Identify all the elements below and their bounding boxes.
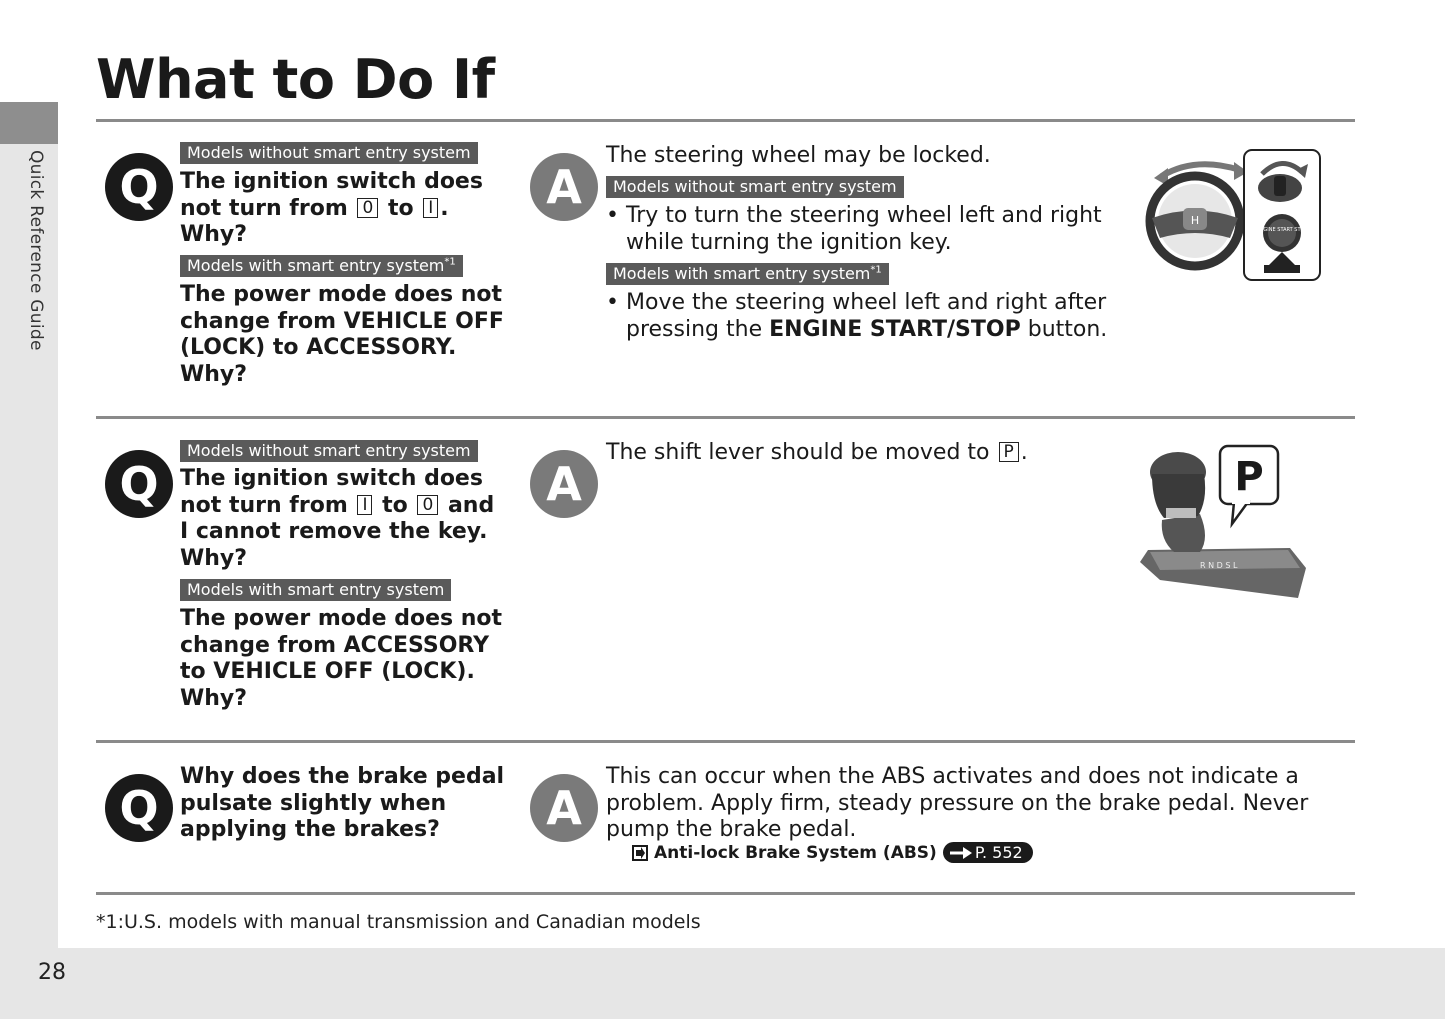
question-line: The ignition switch does bbox=[180, 466, 483, 491]
reference-arrow-icon bbox=[632, 845, 648, 861]
question-line: Why? bbox=[180, 685, 248, 711]
footnote-ref: *1 bbox=[870, 264, 882, 276]
question-fragment: and bbox=[447, 492, 495, 518]
question-line: Why? bbox=[180, 222, 248, 247]
answer-text bbox=[606, 764, 1346, 844]
footnote-ref: *1 bbox=[444, 256, 456, 268]
key-position-label: 0 bbox=[417, 495, 438, 515]
section-tab[interactable] bbox=[0, 102, 58, 144]
question-text bbox=[180, 282, 510, 388]
side-label: Quick Reference Guide bbox=[26, 150, 46, 351]
models-tag-label: Models with smart entry system bbox=[187, 256, 445, 275]
page-link-arrow-icon bbox=[949, 846, 973, 860]
answer-line: This can occur when the ABS activates and does not indicate a bbox=[606, 764, 1299, 789]
bullet-text bbox=[626, 290, 1107, 343]
divider bbox=[96, 416, 1355, 419]
question-fragment: not turn from bbox=[180, 195, 348, 221]
models-tag: Models with smart entry system bbox=[180, 579, 451, 601]
question-text bbox=[180, 169, 510, 249]
p-callout-label: P bbox=[1234, 454, 1264, 500]
models-tag bbox=[606, 263, 889, 285]
shift-lever-illustration bbox=[1130, 440, 1320, 610]
question-line: The power mode does not bbox=[180, 606, 503, 631]
q-icon: Q bbox=[105, 450, 173, 518]
a-icon: A bbox=[530, 774, 598, 842]
question-fragment: to bbox=[387, 195, 414, 221]
question-line: Why? bbox=[180, 545, 248, 571]
engine-button-label: ENGINE START STOP bbox=[1256, 227, 1308, 233]
bullet-dot: • bbox=[606, 290, 619, 315]
answer-fragment: The shift lever should be moved to bbox=[606, 440, 990, 465]
left-strip-top bbox=[0, 0, 58, 102]
question-line: Why does the brake pedal bbox=[180, 764, 505, 789]
question-line: not turn from 0 to I . bbox=[180, 195, 449, 221]
models-tag: Models without smart entry system bbox=[180, 440, 478, 462]
bullet-line: Try to turn the steering wheel left and right bbox=[626, 203, 1102, 228]
divider bbox=[96, 740, 1355, 743]
question-line: pulsate slightly when bbox=[180, 790, 447, 816]
a-icon: A bbox=[530, 450, 598, 518]
bullet-text bbox=[626, 203, 1102, 256]
question-line: I cannot remove the key. bbox=[180, 519, 488, 544]
a-icon: A bbox=[530, 153, 598, 221]
divider bbox=[96, 119, 1355, 122]
key-position-label: I bbox=[423, 198, 438, 218]
bottom-band bbox=[0, 948, 1445, 1019]
bullet-fragment: button. bbox=[1027, 316, 1108, 342]
question-line: (LOCK) to ACCESSORY. bbox=[180, 335, 457, 360]
models-tag: Models without smart entry system bbox=[606, 176, 904, 198]
key-position-label: 0 bbox=[357, 198, 378, 218]
shift-position-label: P bbox=[999, 442, 1019, 462]
bullet-dot: • bbox=[606, 203, 619, 228]
question-line: to VEHICLE OFF (LOCK). bbox=[180, 659, 475, 684]
question-line: applying the brakes? bbox=[180, 817, 440, 842]
bullet-line: Move the steering wheel left and right after bbox=[626, 290, 1107, 315]
key-position-label: I bbox=[357, 495, 372, 515]
page-title: What to Do If bbox=[96, 48, 495, 111]
models-tag: Models without smart entry system bbox=[180, 142, 478, 164]
q-icon: Q bbox=[105, 153, 173, 221]
question-line: Why? bbox=[180, 361, 248, 387]
abs-reference[interactable] bbox=[632, 842, 1033, 863]
question-line: The ignition switch does bbox=[180, 169, 483, 194]
question-text bbox=[180, 764, 510, 844]
answer-text bbox=[606, 440, 1028, 467]
question-line: The power mode does not bbox=[180, 282, 503, 307]
answer-period: . bbox=[1020, 440, 1028, 465]
question-text bbox=[180, 606, 510, 712]
steering-wheel-illustration bbox=[1140, 148, 1340, 288]
page-link[interactable] bbox=[943, 842, 1033, 863]
divider bbox=[96, 892, 1355, 895]
question-line: change from VEHICLE OFF bbox=[180, 308, 504, 334]
question-fragment: not turn from bbox=[180, 492, 348, 518]
svg-text:H: H bbox=[1190, 214, 1200, 227]
engine-start-stop-label: ENGINE START/STOP bbox=[769, 316, 1021, 342]
models-tag-label: Models with smart entry system bbox=[613, 264, 871, 283]
question-line bbox=[180, 493, 520, 520]
question-text bbox=[180, 466, 520, 572]
q-icon: Q bbox=[105, 774, 173, 842]
svg-text:R N D S L: R N D S L bbox=[1200, 561, 1238, 570]
models-tag bbox=[180, 255, 463, 277]
page-number: 28 bbox=[38, 960, 66, 985]
question-line: change from ACCESSORY bbox=[180, 632, 490, 658]
answer-line: problem. Apply firm, steady pressure on the brake pedal. Never bbox=[606, 790, 1309, 816]
question-fragment: to bbox=[382, 492, 408, 518]
answer-intro: The steering wheel may be locked. bbox=[606, 143, 991, 168]
reference-label: Anti-lock Brake System (ABS) bbox=[654, 842, 937, 863]
answer-line: pump the brake pedal. bbox=[606, 817, 857, 842]
bullet-fragment: pressing the bbox=[626, 316, 763, 342]
footnote: *1:U.S. models with manual transmission and Canadian models bbox=[96, 911, 701, 933]
bullet-line: while turning the ignition key. bbox=[626, 229, 952, 255]
page-link-label: P. 552 bbox=[974, 843, 1023, 862]
